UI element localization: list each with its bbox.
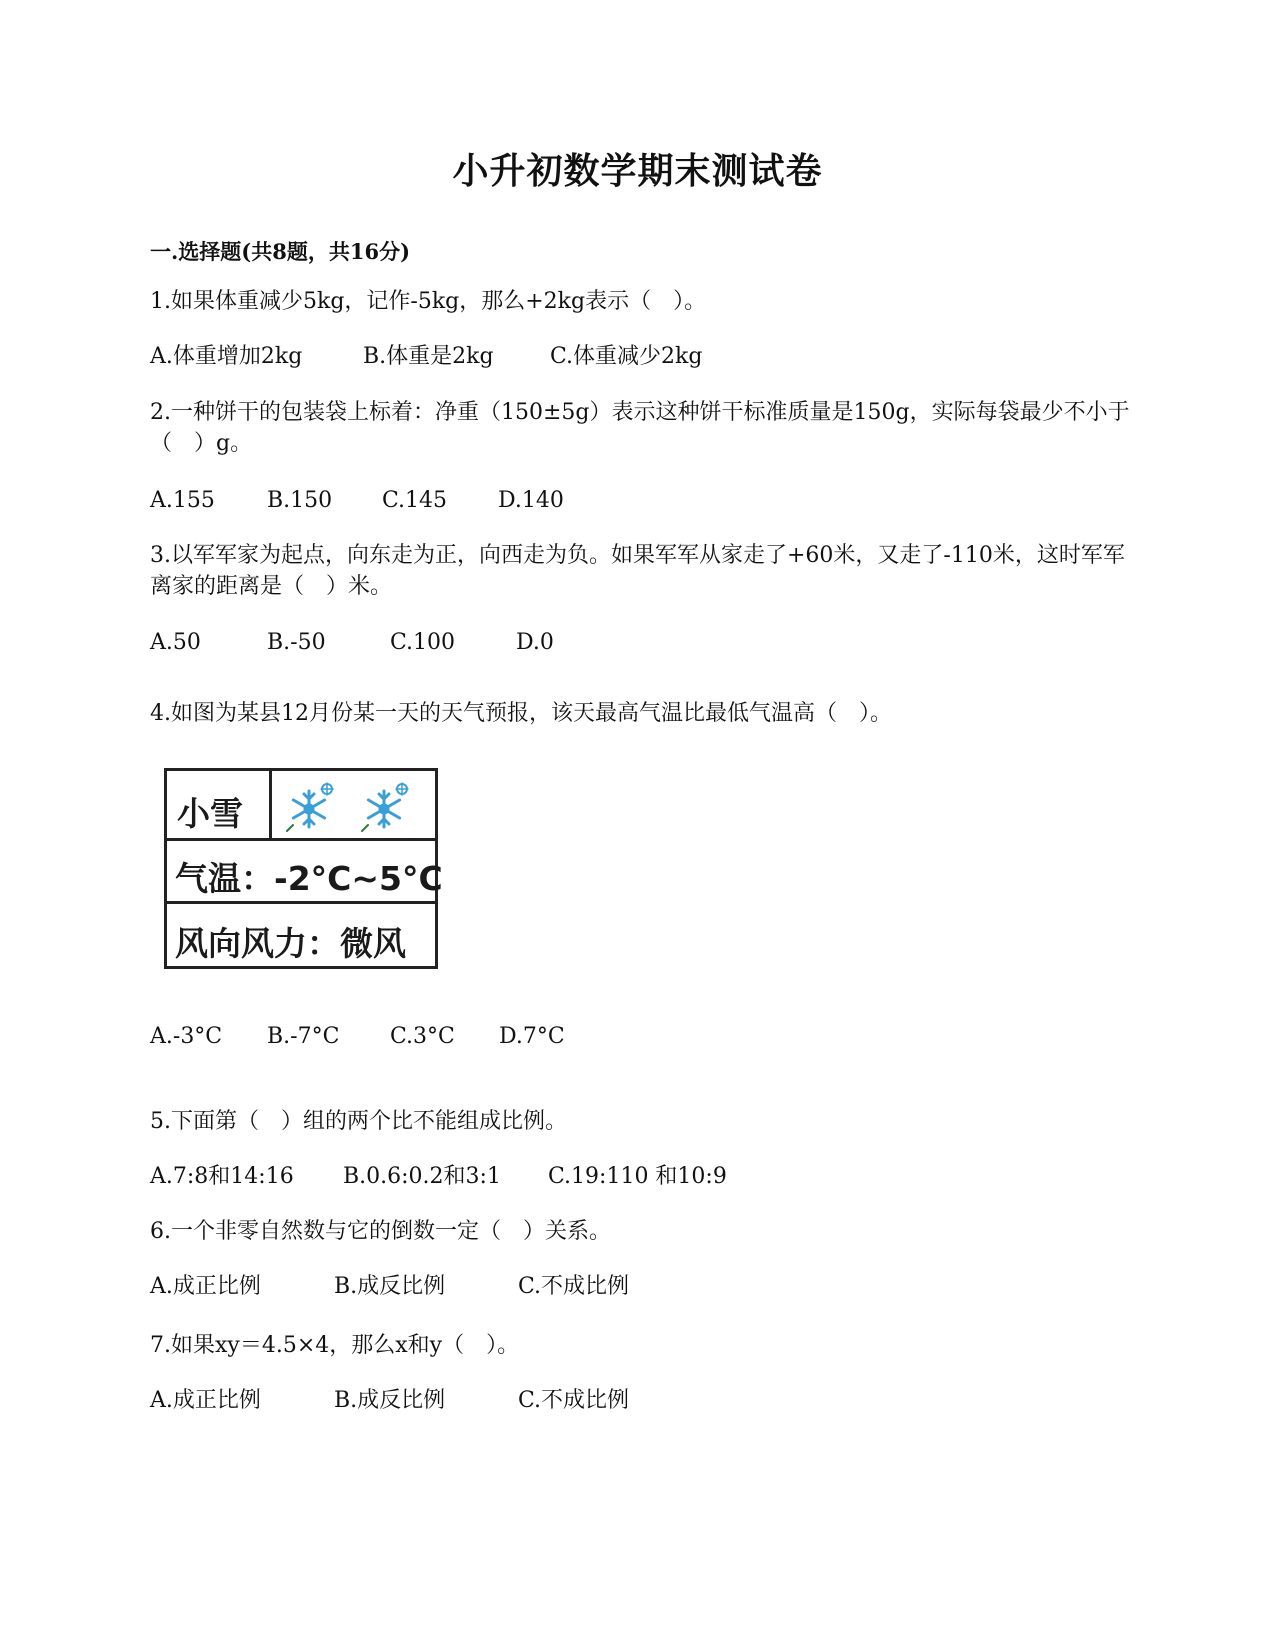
weather-condition-row [167, 771, 435, 841]
option-b: B.150 [267, 488, 333, 513]
option-c: C.3°C [390, 1024, 455, 1049]
option-d: D.0 [516, 630, 554, 655]
option-b: B.成反比例 [334, 1274, 446, 1299]
page-title: 小升初数学期末测试卷 [452, 150, 823, 192]
question-1: 1.如果体重减少5kg，记作-5kg，那么+2kg表示（ ）。 [150, 289, 707, 314]
option-a: A.-3°C [150, 1024, 223, 1049]
option-b: B.-50 [267, 630, 326, 655]
option-d: D.7°C [499, 1024, 565, 1049]
option-c: C.145 [382, 488, 448, 513]
option-b: B.成反比例 [334, 1388, 446, 1413]
question-5: 5.下面第（ ）组的两个比不能组成比例。 [150, 1109, 567, 1134]
option-a: A.155 [150, 488, 215, 513]
snowflake-icon [279, 777, 429, 837]
option-c: C.体重减少2kg [550, 344, 703, 369]
question-3: 3.以军军家为起点，向东走为正，向西走为负。如果军军从家走了+60米，又走了-110米，这时军军离家的距离是（ ）米。 [150, 543, 1125, 599]
option-a: A.成正比例 [150, 1388, 261, 1413]
option-c: C.19:110 和10:9 [548, 1164, 727, 1189]
question-7: 7.如果xy＝4.5×4，那么x和y（ ）。 [150, 1333, 520, 1358]
question-6: 6.一个非零自然数与它的倒数一定（ ）关系。 [150, 1219, 611, 1244]
option-b: B.体重是2kg [363, 344, 494, 369]
weather-wind: 风向风力：微风 [175, 924, 406, 963]
weather-wind-row [167, 904, 435, 969]
question-2: 2.一种饼干的包装袋上标着：净重（150±5g）表示这种饼干标准质量是150g，实际每袋最少不小于（ ）g。 [150, 400, 1130, 456]
question-4: 4.如图为某县12月份某一天的天气预报，该天最高气温比最低气温高（ ）。 [150, 701, 892, 726]
option-c: C.100 [390, 630, 456, 655]
weather-temperature-row [167, 841, 443, 904]
option-c: C.不成比例 [518, 1274, 630, 1299]
option-a: A.体重增加2kg [150, 344, 303, 369]
divider [269, 771, 272, 841]
weather-temperature: 气温：-2°C~5°C [175, 859, 443, 898]
section-heading: 一.选择题(共8题，共16分) [150, 239, 411, 264]
weather-forecast-figure [164, 768, 443, 969]
option-a: A.成正比例 [150, 1274, 261, 1299]
option-b: B.-7°C [267, 1024, 340, 1049]
option-a: A.7:8和14:16 [150, 1164, 294, 1189]
option-b: B.0.6:0.2和3:1 [343, 1164, 501, 1189]
option-d: D.140 [498, 488, 564, 513]
option-a: A.50 [150, 630, 201, 655]
weather-condition: 小雪 [177, 794, 243, 833]
option-c: C.不成比例 [518, 1388, 630, 1413]
